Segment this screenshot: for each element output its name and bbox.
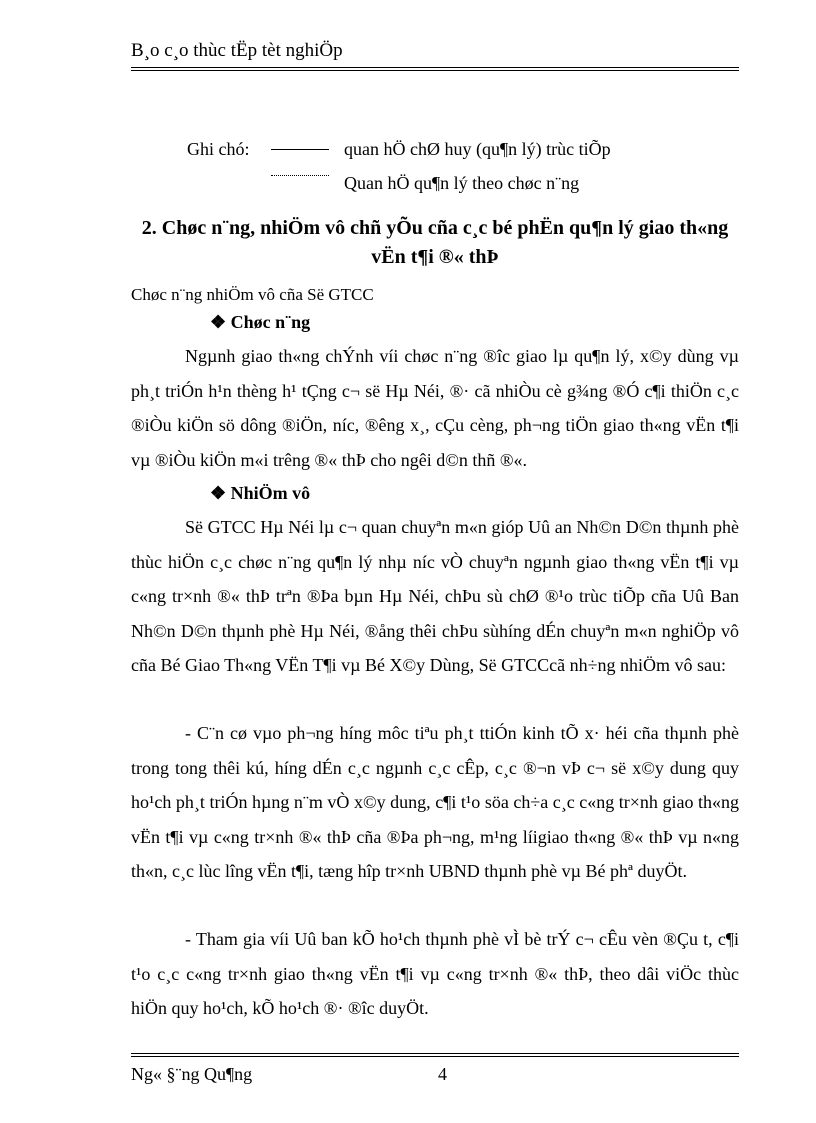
footer-line bbox=[131, 1064, 739, 1085]
section-subtitle: Chøc n¨ng nhiÖm vô cña Së GTCC bbox=[131, 285, 374, 304]
dotted-line-icon bbox=[271, 175, 329, 176]
footer-divider-top bbox=[131, 1053, 739, 1054]
legend-solid-text: quan hÖ chØ huy (qu¶n lý) trùc tiÕp bbox=[344, 139, 611, 159]
legend-dotted-text: Quan hÖ qu¶n lý theo chøc n¨ng bbox=[344, 173, 580, 193]
function-paragraph: Ngµnh giao th«ng chÝnh víi chøc n¨ng ®îc giao lµ qu¶n lý, x©y dùng vµ ph¸t triÓn h¹n thèng h¹ tÇng c¬ së Hµ Néi, ®· cã nhiÒu cè g¾ng ®Ó c¶i thiÖn c¸c ®iÒu kiÖn sö dông ®iÖn, níc, ®êng x¸, cÇu cèng, ph¬ng tiÖn giao th«ng vËn t¶i vµ ®iÒu kiÖn m«i trêng ®« thÞ cho ngêi d©n thñ ®«. bbox=[131, 346, 739, 470]
header-divider-bottom bbox=[131, 70, 739, 71]
diamond-bullet-icon: ❖ bbox=[210, 312, 227, 332]
footer-author: Ng« §¨ng Qu¶ng bbox=[131, 1064, 253, 1084]
legend-solid-row bbox=[187, 139, 611, 160]
legend-dotted-row bbox=[271, 173, 579, 194]
duty-paragraph-3: - Tham gia víi Uû ban kÕ ho¹ch thµnh phè vÌ bè trÝ c¬ cÊu vèn ®Çu t, c¶i t¹o c¸c c«ng tr×nh giao th«ng vËn t¶i vµ c«ng tr×nh ®« thÞ, theo dâi viÖc thùc hiÖn quy ho¹ch, kÕ ho¹ch ®· ®îc duyÖt. bbox=[131, 929, 739, 1018]
diamond-bullet-icon: ❖ bbox=[210, 483, 227, 503]
header-title: B¸o c¸o thùc tËp tèt nghiÖp bbox=[131, 40, 343, 61]
duty-paragraph-2: - C¨n cø vµo ph¬ng híng môc tiªu ph¸t ttiÓn kinh tÕ x· héi cña thµnh phè trong tong thêi kú, híng dÉn c¸c ngµnh c¸c cÊp, c¸c ®¬n vÞ c¬ së x©y dung quy ho¹ch ph¸t triÓn hµng n¨m vÒ x©y dung, c¶i t¹o söa ch÷a c¸c c«ng tr×nh giao th«ng vËn t¶i vµ c«ng tr×nh ®« thÞ cña ®Þa ph¬ng, m¹ng líigiao th«ng ®« thÞ vµ n«ng th«n, c¸c lùc lîng vËn t¶i, tæng hîp tr×nh UBND thµnh phè vµ Bé phª duyÖt. bbox=[131, 723, 739, 881]
section-heading: 2. Chøc n¨ng, nhiÖm vô chñ yÕu cña c¸c bé phËn qu¶n lý giao th«ng vËn t¶i ®« thÞ bbox=[141, 217, 729, 268]
solid-line-icon bbox=[271, 149, 329, 150]
function-heading bbox=[210, 312, 310, 333]
legend-label: Ghi chó: bbox=[187, 139, 250, 159]
page-number: 4 bbox=[438, 1064, 447, 1084]
function-title: Chøc n¨ng bbox=[230, 312, 311, 332]
duty-heading bbox=[210, 483, 310, 504]
footer-divider-bottom bbox=[131, 1056, 739, 1057]
header-divider-top bbox=[131, 67, 739, 68]
duty-paragraph-1: Së GTCC Hµ Néi lµ c¬ quan chuyªn m«n gióp Uû an Nh©n D©n thµnh phè thùc hiÖn c¸c chøc n¨ng qu¶n lý nhµ níc vÒ chuyªn ngµnh giao th«ng vËn t¶i vµ c«ng tr×nh ®« thÞ trªn ®Þa bµn Hµ Néi, chÞu sù chØ ®¹o trùc tiÕp cña Uû Ban Nh©n D©n thµnh phè Hµ Néi, ®ång thêi chÞu sùhíng dÉn chuyªn m«n nghiÖp vô cña Bé Giao Th«ng VËn T¶i vµ Bé X©y Dùng, Së GTCCcã nh÷ng nhiÖm vô sau: bbox=[131, 517, 739, 675]
duty-title: NhiÖm vô bbox=[230, 483, 311, 503]
